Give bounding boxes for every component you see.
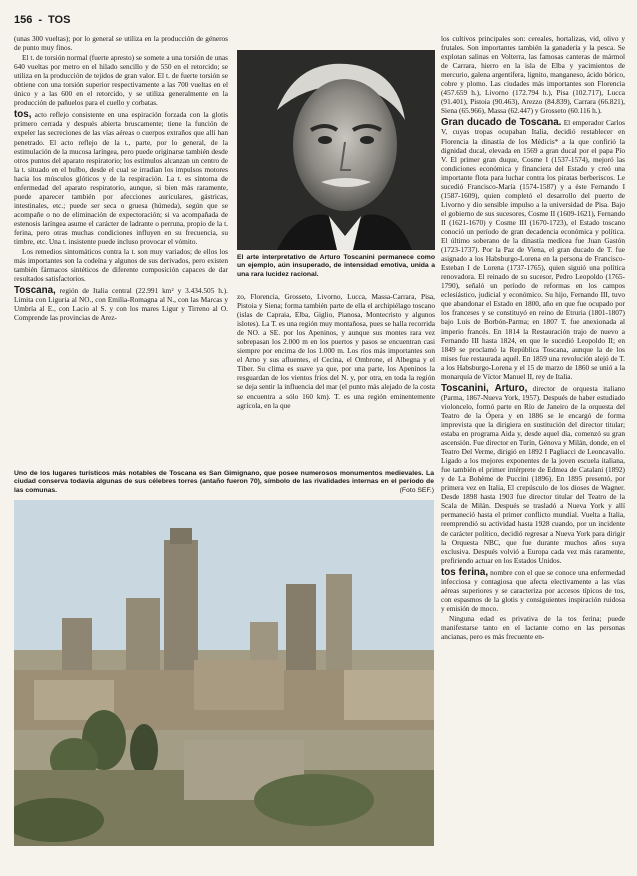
column-right — [441, 34, 625, 846]
entry-text: director de orquesta italiano (Parma, 1867-Nueva York, 1957). Después de haber estudiado violoncelo, formó parte en Río de Janeiro de la orquesta del Teatro de la Ópera y en 1886 se le encargó de forma imprevista que la dirigiera en sustitución del director titular; estaba en programa Aida y, desde aquel día, comenzó su gran ascensión. Fue director en Turín, Génova y Milán, donde, en el Teatro Del Verme, dirigió en 1892 I Pagliacci de Leoncavallo. Ligado a los mejores exponentes de la joven escuela italiana, fue también el primer intérprete de Edmea de Catalani (1892) y de La Bohème de Puccini (1896). En 1895 presentó, por primera vez en Italia, El crepúsculo de los dioses de Wagner. Desde 1898 hasta 1903 fue director titular del Teatro de la Scala de Milán. Después se trasladó a Nueva York y allí permaneció hasta el primer conflicto mundial. Vuelta a Italia, reemprendió su actividad hasta 1928 cuando, por un incidente de carácter político, decidió regresar a Nueva York para dirigir la Orquesta NBC, que fue durante muchos años suya exclusiva. Después volvió a Europa cada vez más raramente, prefiriendo actuar en los Estados Unidos. — [441, 383, 625, 565]
entry-toscanini — [441, 384, 625, 565]
entry-toscana — [14, 286, 228, 322]
san-gimignano-photo — [14, 500, 434, 846]
paragraph: zo, Florencia, Grosseto, Livorno, Lucca, Massa-Carrara, Pisa, Pistoia y Siena; forma también parte de ella el archipiélago toscano (islas de Capraia, Elba, Giglio, Pianosa, Montecristo y algunos islotes). La T. es una región muy montañosa, pues se halla recorrida de NO. a SE. por los Apeninos, y aunque sus montes rara vez sobrepasan los 2.000 m en los puertos y pasos se encuentran casi siempre por encima de los 1.000 m. Los ríos más importantes son el Arno y sus afluentes, el Cecina, el Ombrone, el Albegna y el Tíber. Su clima es suave ya que, por una parte, los Apeninos la resguardan de los vientos fríos del N. y, por otra, en toda la región se deja sentir la influencia del mar (el punto más alejado de la costa se encuentra a sólo 160 km). T. es una región eminentemente agrícola, en la que — [237, 292, 435, 410]
portrait-image — [237, 50, 435, 250]
toscanini-portrait — [237, 50, 435, 250]
entry-tos — [14, 110, 228, 246]
entry-gran-ducado — [441, 118, 625, 380]
entry-headword: tos ferina, — [441, 566, 489, 578]
entry-headword: Toscana, — [14, 285, 56, 297]
entry-text: El emperador Carlos V, cuyas tropas ocupaban Italia, decidió restablecer en Florencia la dinastía de los Médicis* a la que confirió la dignidad ducal, elevada en 1569 a gran ducal por el papa Pío V. El primer gran duque, Cosme I (1537-1574), mejoró las condiciones económica y financiera del Estado y creó una importante flota para luchar contra los piratas berberiscos. Le sucedió Francisco-María (1574-1587) y a éste Fernando I (1587-1609), quien completó el desarrollo del puerto de Livorno y dio sensible impulso a la universidad de Pisa. Bajo el gobierno de sus sucesores, Cosme II (1609-1621), Fernando II (1621-1670) y Cosme III (1670-1723), el Estado toscano conoció un período de gran decadencia económica y política. El último soberano de la dinastía medícea fue Juan Gastón (1723-1737). Por la Paz de Viena, el gran ducado de T. fue asignado a los Habsburgo-Lorena en la persona de Francisco-Esteban I de Lorena (1737-1765), quien siguió una política renovadora. El reinado de su sucesor, Pedro Leopoldo (1765-1790), señaló un período de reformas en los campos eclesiástico, judicial y económico. Su hijo, Fernando III, tuvo que abandonar el Estado en 1800, año en que fue ocupado por los franceses y se constituyó en reino de Etruria (1801-1807) bajo Luis de Borbón-Parma; en 1807 T. fue anexionada al imperio francés. En 1814 la Restauración trajo de nuevo a Fernando III hasta 1824, en que le sucedió Leopoldo II; en 1849 se proclamó la República Toscana, aunque la de los mises fue restaurada aquél. En 1859 una revolución alejó de T. a los Habsburgo-Lorena y el 15 de marzo de 1860 se unió a la monarquía de Víctor Manuel II, rey de Italia. — [441, 118, 625, 381]
entry-text: acto reflejo consistente en una espiración forzada con la glotis primero cerrada y después abierta bruscamente; tiene la función de expeler las secreciones de las vías aéreas o cuerpos extraños que allí han penetrado. El acto reflejo de la t., parte, por lo general, de la estimulación de la mucosa laríngea, pero puede originarse también desde otros puntos del aparato respiratorio; los estímulos alcanzan un centro de la t. situado en el bulbo, desde el cual se irradian los impulsos motores hacia los músculos glóticos y de la respiración. La t. es síntoma de enfermedad del aparato respiratorio, aunque, si bien más raramente, puede aparecer también por afecciones auriculares, gástricas, intestinales, etc.; puede ser seca o gruesa (húmeda), según que se acompañe o no de eliminación de expectoración; si va acompañada de estenosis laríngea asume el carácter de ladrante o perruna, propio de la t. ferina, pero otras muchas condiciones influyen en su frecuencia, su timbre, etc. Una t. insistente puede incluso provocar el vómito. — [14, 110, 228, 247]
page-header — [14, 8, 624, 32]
header-separator: - — [38, 14, 43, 26]
section-label: TOS — [48, 14, 71, 26]
entry-text: región de Italia central (22.991 km² y 3.434.505 h.). Limita con Liguria al NO., con Emilia-Romagna al N., con las Marcas y Umbría al E., con Lacio al S. y con los mares Ligur y Tirreno al O. Comprende las provincias de Arez- — [14, 286, 228, 323]
photo-caption-text: Uno de los lugares turísticos más notables de Toscana es San Gimignano, que posee numerosos monumentos medievales. La ciudad conserva todavía algunas de sus célebres torres (antaño fueron 70), símbolo de las rivalidades internas en el período de las comunas. — [14, 470, 434, 494]
portrait-caption: El arte interpretativo de Arturo Toscanini permanece como un ejemplo, aún insuperado, de intensidad emotiva, unida a una rara lucidez racional. — [237, 254, 435, 278]
column-middle — [237, 292, 435, 468]
paragraph: Los remedios sintomáticos contra la t. son muy variados; de ellos los más importantes son la codeína y algunos de sus derivados, pero existen también fármacos sintéticos de diferente composición capaces de dar resultados satisfactorios. — [14, 247, 228, 284]
entry-tos-ferina — [441, 568, 625, 613]
entry-headword: tos, — [14, 109, 32, 121]
photo-credit: (Foto SEF.) — [399, 486, 434, 494]
photo-caption — [14, 470, 434, 495]
towers-image — [14, 500, 434, 846]
entry-headword: Gran ducado de Toscana. — [441, 117, 562, 129]
paragraph: Ninguna edad es privativa de la tos ferina; puede manifestarse tanto en el lactante como en las personas ancianas, pero es más frecuente en- — [441, 613, 625, 642]
paragraph: El t. de torsión normal (fuerte apresto) se somete a una torsión de unas 640 vueltas por metro en el hilado sencillo y de 550 en el retorcido; se utiliza en la producción de tejidos de gran valor. El t. de fuerte torsión se obtiene con una torsión superior respectivamente a las 700 vueltas en el único y a las 600 en el retorcido, y se utiliza generalmente en la producción de pañuelos para el cuello y corbatas. — [14, 53, 228, 108]
column-left — [14, 34, 228, 468]
page-number: 156 — [14, 14, 33, 26]
paragraph: (unas 300 vueltas); por lo general se utiliza en la producción de géneros de punto muy finos. — [14, 34, 228, 53]
entry-headword: Toscanini, Arturo, — [441, 382, 528, 394]
entry-text: nombre con el que se conoce una enfermedad infecciosa y contagiosa que afecta electivamente a las vías aéreas superiores y se caracteriza por accesos típicos de tos, con espasmos de la glotis y consiguientes inspiración ruidosa y emisión de moco. — [441, 567, 625, 613]
paragraph: los cultivos principales son: cereales, hortalizas, vid, olivo y frutales. Son importantes también la ganadería y la pesca. Se explotan salinas en Volterra, las famosas canteras de mármol de Carrara, hierro en la isla de Elba y yacimientos de mercurio, galena argentífera, lignito, manganeso, ácido bórico, cobre y plomo. Las ciudades más importantes son Florencia (457.659 h.), Livorno (172.794 h.), Pisa (102.717), Lucca (91.401), Pistoia (90.463), Arezzo (84.839), Carrara (66.821), Siena (65.966), Massa (62.447) y Grosseto (60.116 h.). — [441, 34, 625, 116]
